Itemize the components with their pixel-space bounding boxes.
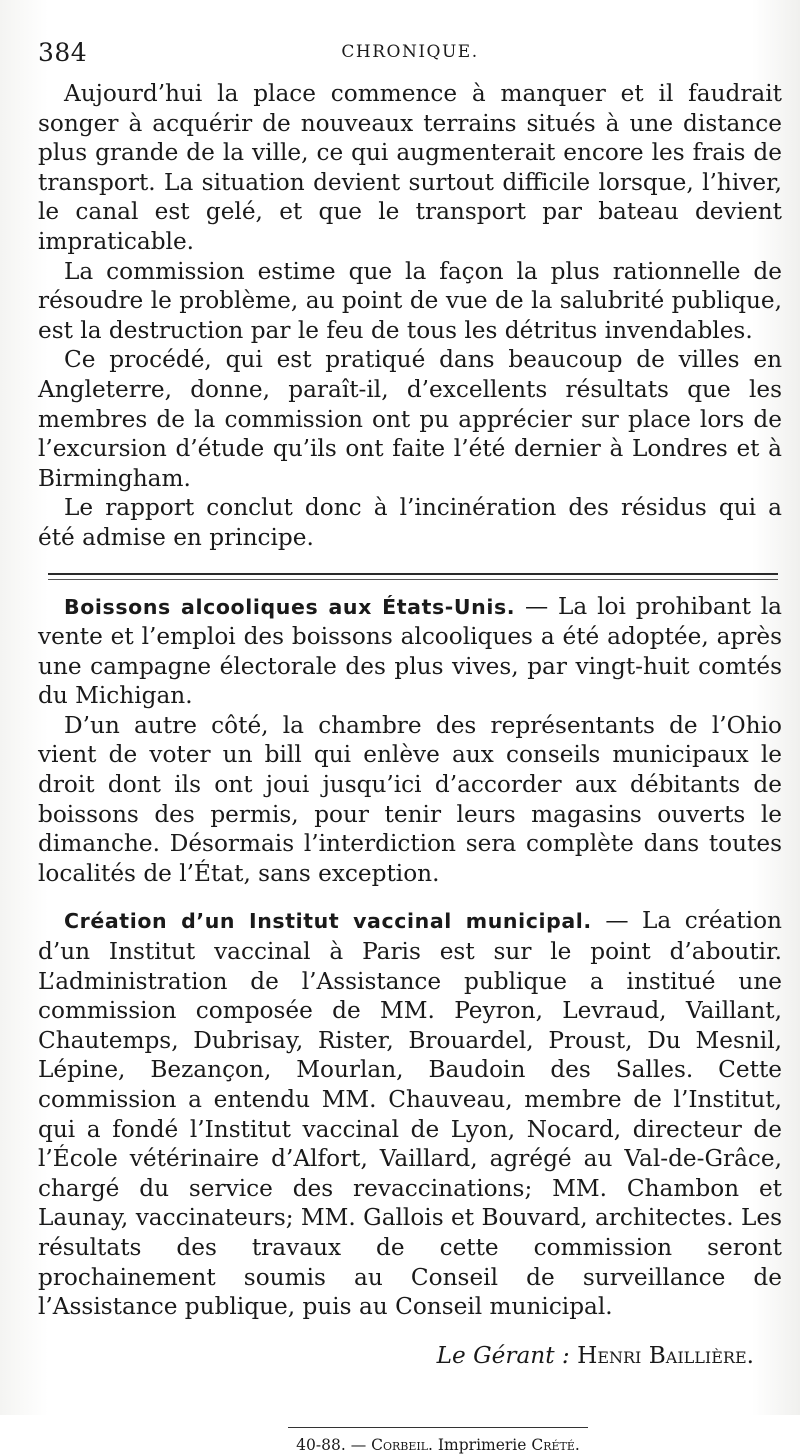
- signature-role: Le Gérant :: [436, 1341, 570, 1369]
- article-heading: Boissons alcooliques aux États-Unis.: [64, 594, 516, 619]
- page-number: 384: [38, 38, 88, 67]
- article-lead-paragraph: [38, 906, 782, 1321]
- printer-imprint: [66, 1436, 800, 1454]
- paragraph: La commission estime que la façon la plus rationnelle de résoudre le problème, au point de vue de la salubrité publique, est la destruction par le feu de tous les détritus invendables.: [38, 257, 782, 344]
- article-vaccine-institute: [38, 906, 782, 1321]
- article-lead-text: — La loi prohibant la vente et l’emploi des boissons alcooliques a été adoptée, après une campagne électorale des plus vives, par vingt-huit comtés du Michigan.: [38, 592, 782, 710]
- section-title: CHRONIQUE.: [341, 42, 479, 62]
- article-lead-text: — La création d’un Institut vaccinal à Paris est sur le point d’aboutir. L’administration de l’Assistance publique a institué une commission composée de MM. Peyron, Levraud, Vaillant, Chautemps, Dubrisay, Rister, Brouardel, Proust, Du Mesnil, Lépine, Bezançon, Mourlan, Baudoin des Salles. Cette commission a entendu MM. Chauveau, membre de l’Institut, qui a fondé l’Institut vaccinal de Lyon, Nocard, directeur de l’École vétérinaire d’Alfort, Vaillard, agrégé au Val-de-Grâce, chargé du service des revaccinations; MM. Chambon et Launay, vaccinateurs; MM. Gallois et Bouvard, architectes. Les résultats des travaux de cette commission seront prochainement soumis au Conseil de surveillance de l’Assistance publique, puis au Conseil municipal.: [38, 907, 782, 1321]
- paragraph: Ce procédé, qui est pratiqué dans beaucoup de villes en Angleterre, donne, paraît-il, d’excellents résultats que les membres de la commission ont pu apprécier sur place lors de l’excursion d’étude qu’ils ont faite l’été dernier à Londres et à Birmingham.: [38, 346, 782, 492]
- section-divider-thin: [48, 579, 778, 580]
- imprint-divider: [288, 1427, 588, 1428]
- imprint-code: 40-88. —: [296, 1435, 372, 1454]
- paragraph: Aujourd’hui la place commence à manquer et il faudrait songer à acquérir de nouveaux terrains situés à une distance plus grande de la ville, ce qui augmenterait encore les frais de transport. La situation devient surtout difficile lorsque, l’hiver, le canal est gelé, et que le transport par bateau devient impraticable.: [38, 80, 782, 255]
- article-alcohol: [38, 592, 782, 889]
- imprint-text: Imprimerie: [432, 1435, 532, 1454]
- imprint-city: Corbeil.: [371, 1435, 433, 1454]
- paragraph: Le rapport conclut donc à l’incinération des résidus qui a été admise en principe.: [38, 494, 782, 551]
- running-head: [38, 30, 782, 67]
- article-heading: Création d’un Institut vaccinal municipal.: [64, 909, 592, 934]
- signature-name: Henri Baillière.: [577, 1341, 754, 1369]
- imprint-printer: Crété.: [531, 1435, 580, 1454]
- continued-article: [38, 79, 782, 553]
- section-divider: [48, 573, 778, 575]
- article-lead-paragraph: [38, 592, 782, 711]
- paragraph: D’un autre côté, la chambre des représentants de l’Ohio vient de voter un bill qui enlève aux conseils municipaux le droit dont ils ont joui jusqu’ici d’accorder aux débitants de boissons des permis, pour tenir leurs magasins ouverts le dimanche. Désormais l’interdiction sera complète dans toutes localités de l’État, sans exception.: [38, 711, 782, 887]
- signature: [38, 1342, 782, 1369]
